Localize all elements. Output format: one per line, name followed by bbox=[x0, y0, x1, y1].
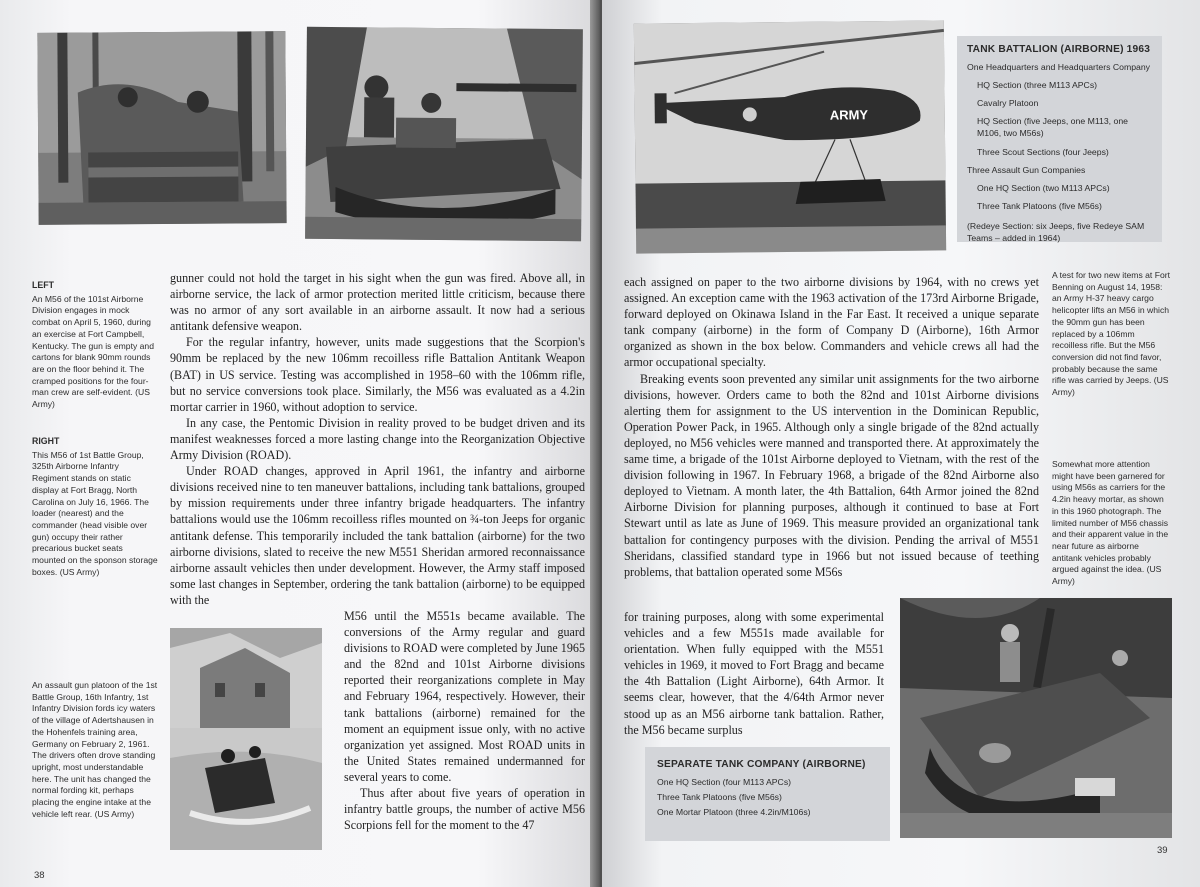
sidebar-tank-battalion-title: TANK BATTALION (AIRBORNE) 1963 bbox=[967, 44, 1151, 55]
sidebar-line: One HQ Section (four M113 APCs) bbox=[657, 777, 792, 788]
left-page bbox=[0, 0, 598, 887]
caption-right bbox=[32, 436, 158, 578]
right-page bbox=[602, 0, 1200, 887]
left-paragraph: Thus after about five years of operation in infantry battle groups, the number of active M56 Scorpions fell for the moment to the 47 bbox=[344, 786, 585, 833]
sidebar-line: One Mortar Platoon (three 4.2in/M106s) bbox=[657, 807, 811, 818]
right-paragraph: Breaking events soon prevented any similar unit assignments for the two airborne divisions, however. Orders came to both the 82nd and 101st Airborne divisions alerting them for assignment to the US intervention in the Dominican Republic, Operation Power Pack, in 1965. Although only a single brigade of the 82nd actually deployed, no M56 vehicles were manned and transported there. At approximately the same time, a brigade of the 101st Airborne deployed to Vietnam, with the rest of the division following in 1967. In February 1968, a brigade of the 82nd Airborne also deployed to Vietnam. A month later, the 4th Battalion, 64th Armor joined the 82nd Airborne Division for planning purposes, although it continued to base at Fort Stewart until as late as June of 1969. This measure provided an organizational tank battalion for contingency purposes with the division. Pending the arrival of M551 Sheridans, classified standard type in 1966 but not issued because of teething problems, that battalion operated some M56s bbox=[624, 371, 1039, 579]
caption-left-heading: LEFT bbox=[32, 280, 54, 290]
photo-m56-woods bbox=[37, 31, 286, 225]
sidebar-separate-company-title: SEPARATE TANK COMPANY (AIRBORNE) bbox=[657, 759, 866, 770]
sidebar-line: HQ Section (three M113 APCs) bbox=[977, 80, 1098, 91]
sidebar-line: HQ Section (five Jeeps, one M113, one M106, two M56s) bbox=[977, 116, 1128, 139]
caption-right-text: This M56 of 1st Battle Group, 325th Airborne Infantry Regiment stands on static display at Fort Bragg, North Carolina on July 16, 1966. The loader (nearest) and the commander (head visible over gun) occupy their rather precarious bucket seats mounted on the sponson storage boxes. (US Army) bbox=[32, 449, 158, 577]
right-body-upper bbox=[624, 274, 1039, 580]
sidebar-line: One HQ Section (two M113 APCs) bbox=[977, 182, 1110, 193]
sidebar-tank-battalion bbox=[957, 36, 1162, 242]
sidebar-line: Three Assault Gun Companies bbox=[967, 164, 1086, 175]
right-body-lower bbox=[624, 609, 884, 738]
page-number-left: 38 bbox=[34, 870, 45, 881]
left-paragraph: In any case, the Pentomic Division in reality proved to be budget driven and its manifest weaknesses forced a more lasting change into the Reorganization Objective Army Division (ROAD). bbox=[170, 415, 585, 463]
sidebar-line: Cavalry Platoon bbox=[977, 98, 1039, 109]
caption-mortar-text: Somewhat more attention might have been garnered for using M56s as carriers for the 4.2in heavy mortar, as shown in this 1960 photograph. The limited number of M56 chassis and their apparent value in the near future as airborne antitank vehicles probably argued against the idea. (US Army) bbox=[1052, 459, 1169, 587]
left-body-lower bbox=[344, 608, 585, 833]
caption-left-text: An M56 of the 101st Airborne Division engages in mock combat on April 5, 1960, during an exercise at Fort Campbell, Kentucky. The gun is empty and cartons for blank 90mm rounds are on the floor behind it. The cramped positions for the four-man crew are self-evident. (US Army) bbox=[32, 293, 154, 410]
caption-right-heading: RIGHT bbox=[32, 436, 60, 446]
left-paragraph: Under ROAD changes, approved in April 1961, the infantry and airborne divisions received nine to ten maneuver battalions, including tank battalions, grouped by mission requirements under three infantry brigade headquarters. The infantry battalions would use the 106mm recoilless rifles mounted on ¾-ton Jeeps for organic antitank defense. This temporarily included the tank battalion (airborne) for the two airborne divisions, slated to receive the new M551 Sheridan armored reconnaissance airborne assault vehicles then under development. However, the Army staff imposed some last changes in September, ordering the tank battalion (airborne) to be equipped with the bbox=[170, 464, 585, 607]
left-body-upper bbox=[170, 270, 585, 608]
left-paragraph: gunner could not hold the target in his sight when the gun was fired. Above all, in airborne service, the lack of armor protection merited little criticism, because there was no armor of any sort available in an airborne assault. It now had a serious antitank defensive weapon. bbox=[170, 271, 585, 334]
right-paragraph: each assigned on paper to the two airborne divisions by 1964, with no crews yet assigned. An exception came with the 1963 activation of the 173rd Airborne Brigade, forward deployed on Okinawa Island in the Far East. It received a unique separate tank company (airborne) in the form of Company D (Airborne), 16th Armor organized as shown in the box below. Commanders and vehicle crews all had the armor occupational specialty. bbox=[624, 275, 1039, 370]
caption-left bbox=[32, 280, 158, 411]
photo-helicopter-lift bbox=[634, 20, 946, 253]
sidebar-line: Three Tank Platoons (five M56s) bbox=[657, 792, 782, 803]
caption-helicopter bbox=[1052, 270, 1170, 399]
caption-fording-text: An assault gun platoon of the 1st Battle Group, 16th Infantry, 1st Infantry Division fords icy waters of the village of Adertshausen in the Hohenfels training area, Germany on February 2, 1961. The drivers often drove standing upright, most understandable here. The unit has changed the normal fording kit, perhaps placing the engine intake at the vehicle left rear. (US Army) bbox=[32, 680, 158, 819]
left-paragraph: For the regular infantry, however, units made suggestions that the Scorpion's 90mm be replaced by the new 106mm recoilless rifle Battalion Antitank Weapon (BAT) in US service. Testing was accomplished in 1958–60 with the 106mm rifle, but no service conversions took place. Similarly, the M56 was evaluated as a 4.2in mortar carrier in 1960, without adoption to service. bbox=[170, 335, 585, 414]
page-number-right: 39 bbox=[1157, 845, 1168, 856]
sidebar-line: (Redeye Section: six Jeeps, five Redeye SAM Teams – added in 1964) bbox=[967, 220, 1145, 244]
sidebar-line: Three Scout Sections (four Jeeps) bbox=[977, 146, 1109, 157]
caption-helicopter-text: A test for two new items at Fort Benning on August 14, 1958: an Army H-37 heavy cargo helicopter lifts an M56 in which the 90mm gun has been replaced by a 106mm recoilless rifle. But the M56 conversion did not find favor, probably because the same rifle was carried by Jeeps. (US Army) bbox=[1052, 270, 1170, 398]
photo-m56-mortar bbox=[900, 598, 1172, 838]
helicopter-marking: ARMY bbox=[829, 107, 869, 123]
caption-fording bbox=[32, 680, 158, 820]
sidebar-line: One Headquarters and Headquarters Company bbox=[967, 62, 1151, 73]
sidebar-line: Three Tank Platoons (five M56s) bbox=[977, 200, 1102, 211]
caption-mortar bbox=[1052, 459, 1170, 588]
photo-m56-display bbox=[305, 27, 583, 241]
left-paragraph: M56 until the M551s became available. The conversions of the Army regular and guard divisions to ROAD were completed by June 1965 and the 82nd and 101st Airborne divisions reported their reorganizations complete in May and February 1964, respectively. However, their tank battalions (airborne) remained for the moment an equipment issue only, with no active organization yet assigned. Most ROAD units in the United States remained undermanned for several years to come. bbox=[344, 609, 585, 784]
right-paragraph: for training purposes, along with some experimental vehicles and a few M551s made available for orientation. When fully equipped with the M551 vehicles in 1969, it moved to Fort Bragg and became the 4th Battalion (Light Airborne), 64th Armor. It seems clear, however, that the 4/64th Armor never stood up as an M56 airborne tank battalion. Rather, the M56 became surplus bbox=[624, 610, 884, 737]
photo-fording bbox=[170, 628, 322, 850]
sidebar-separate-company bbox=[645, 747, 890, 841]
